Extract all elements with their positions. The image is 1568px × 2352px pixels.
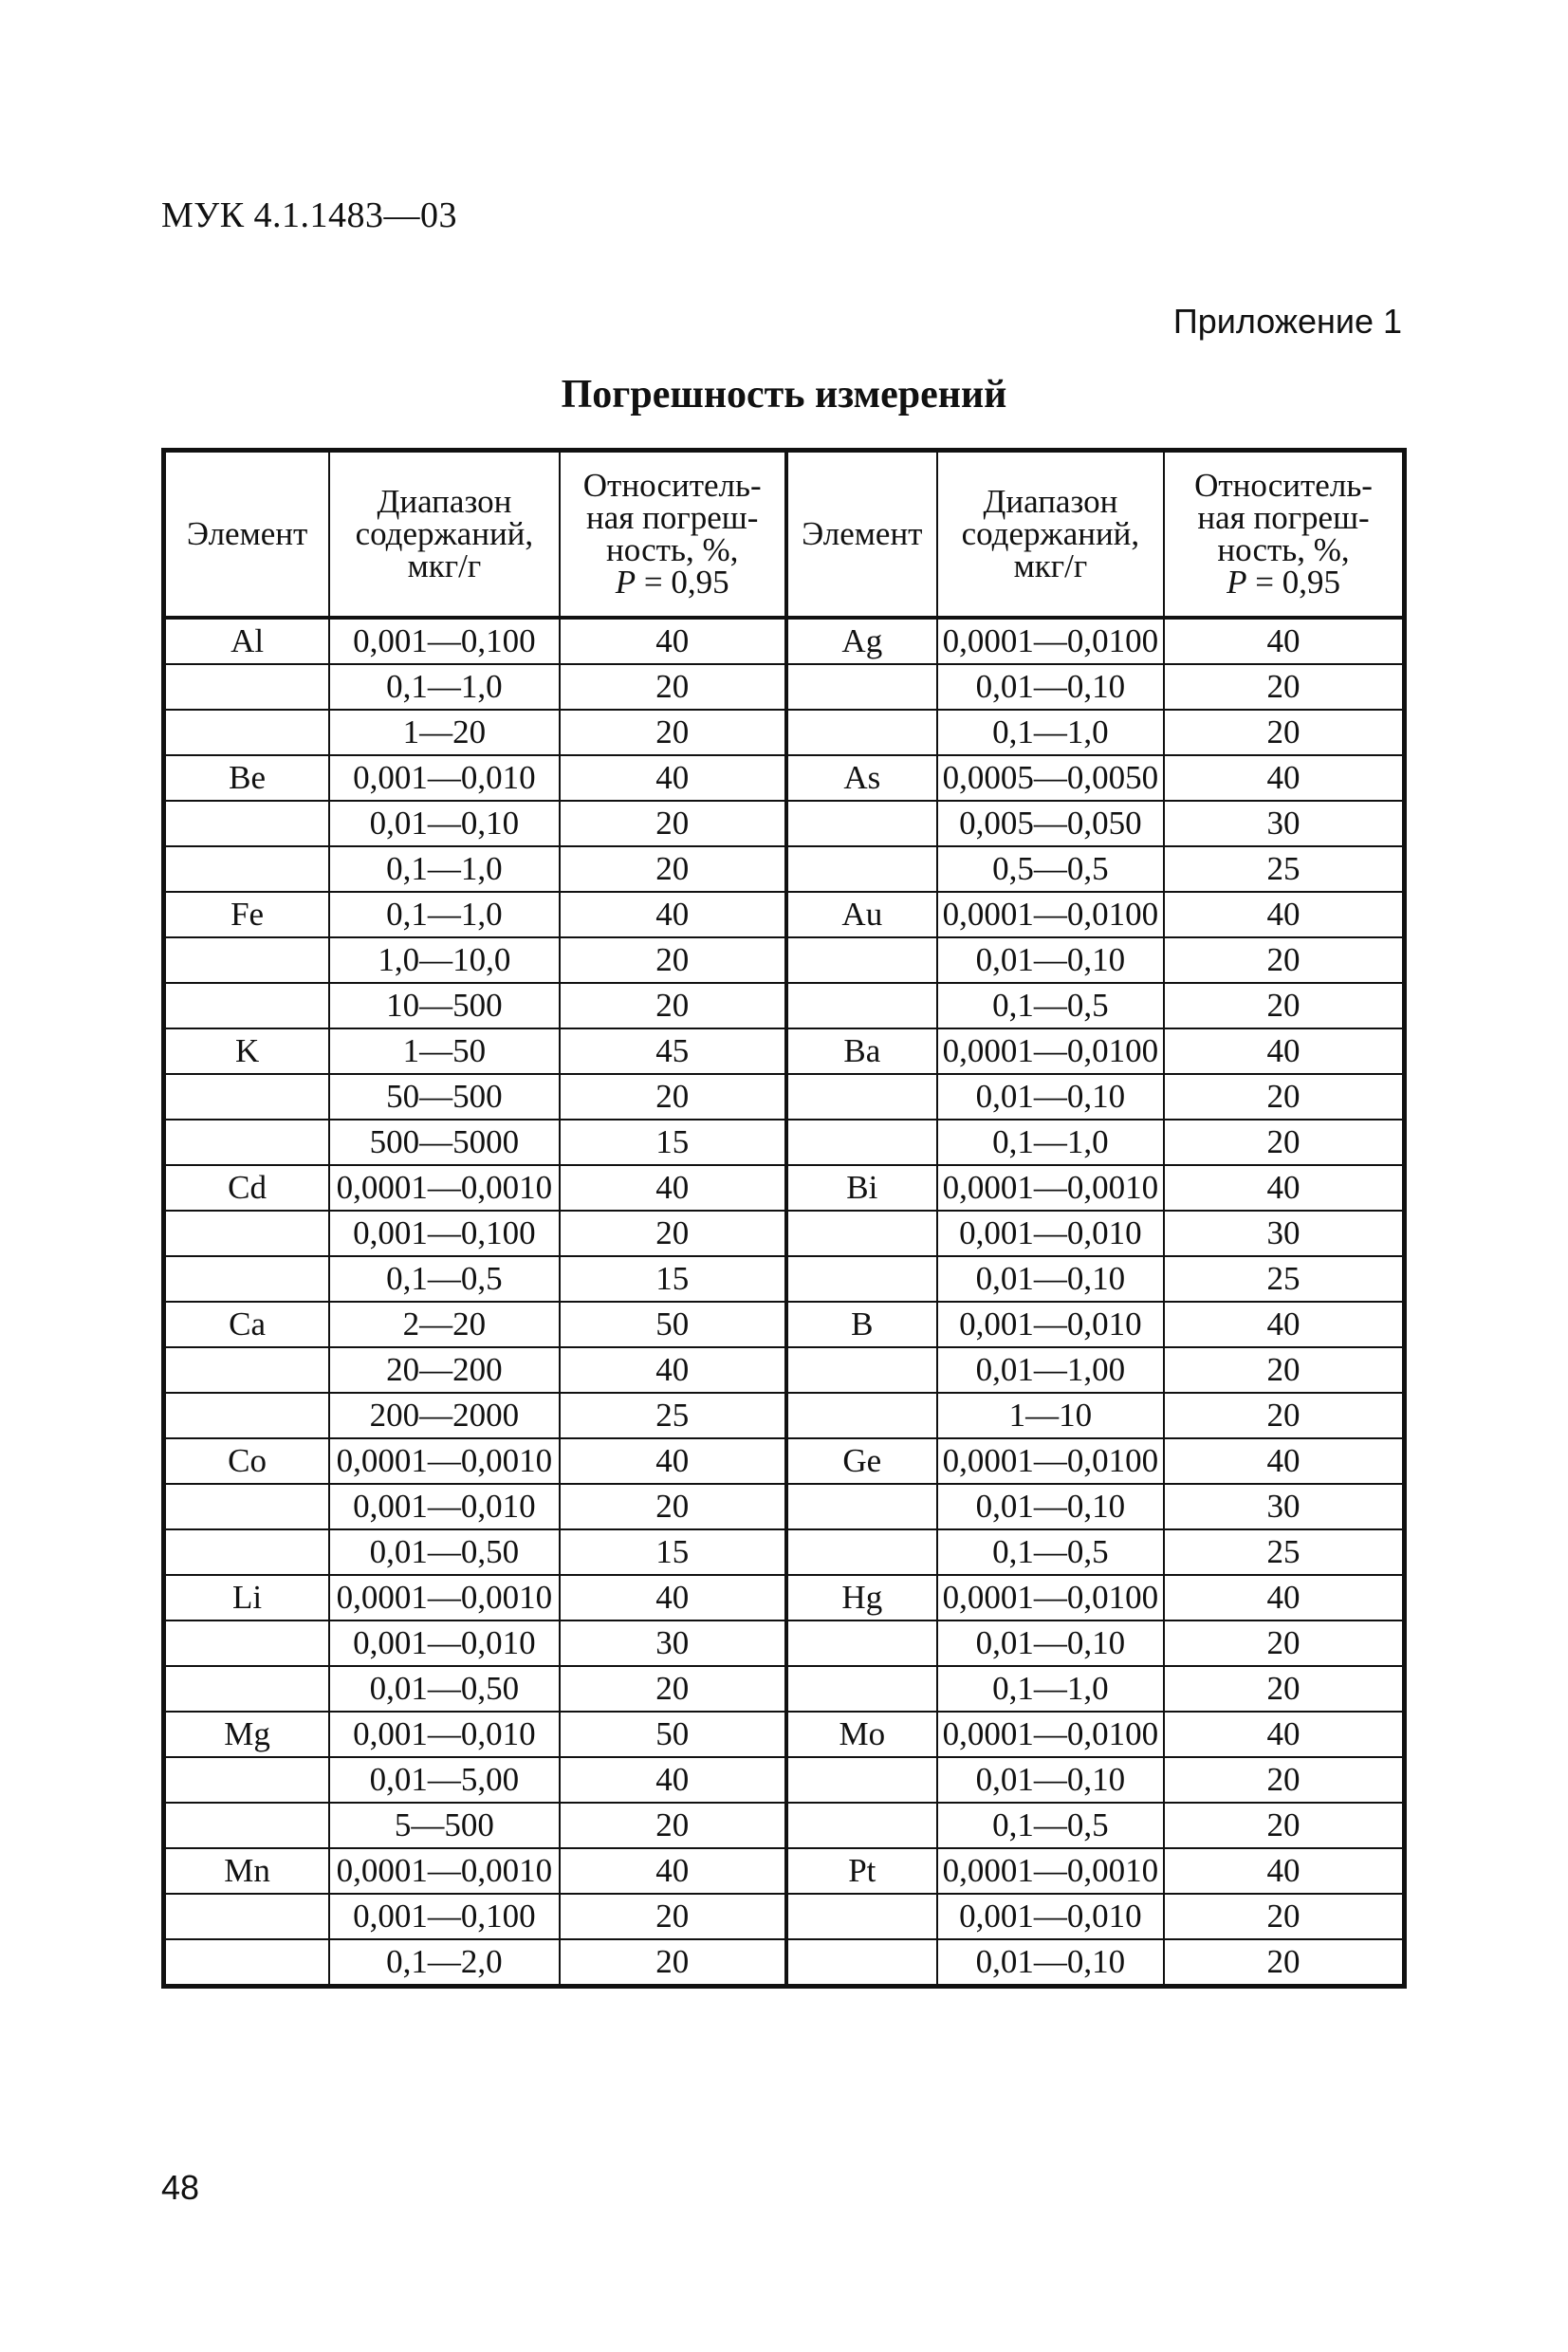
element-cell bbox=[164, 1529, 330, 1575]
element-cell bbox=[164, 1620, 330, 1666]
range-cell: 0,001—0,010 bbox=[329, 1484, 559, 1529]
range-cell: 1—50 bbox=[329, 1028, 559, 1074]
error-cell: 20 bbox=[560, 1211, 786, 1256]
table-row bbox=[164, 1712, 1405, 1757]
element-cell bbox=[786, 937, 937, 983]
element-cell bbox=[164, 937, 330, 983]
element-cell bbox=[164, 1757, 330, 1803]
page-number: 48 bbox=[161, 2168, 200, 2207]
error-cell: 20 bbox=[1164, 983, 1404, 1028]
range-cell: 0,01—0,10 bbox=[329, 801, 559, 846]
error-cell: 40 bbox=[1164, 618, 1404, 664]
error-cell: 40 bbox=[1164, 1575, 1404, 1620]
range-cell: 0,1—2,0 bbox=[329, 1939, 559, 1987]
element-cell bbox=[164, 1393, 330, 1438]
element-cell bbox=[786, 1347, 937, 1393]
range-cell: 0,01—0,10 bbox=[937, 664, 1164, 710]
range-cell: 0,0001—0,0100 bbox=[937, 618, 1164, 664]
error-cell: 20 bbox=[1164, 1803, 1404, 1848]
range-cell: 0,0001—0,0010 bbox=[329, 1438, 559, 1484]
element-cell bbox=[786, 1120, 937, 1165]
element-cell bbox=[164, 664, 330, 710]
page-title: Погрешность измерений bbox=[561, 373, 1007, 417]
error-cell: 20 bbox=[560, 664, 786, 710]
error-cell: 40 bbox=[560, 1575, 786, 1620]
error-cell: 20 bbox=[1164, 1894, 1404, 1939]
element-cell: As bbox=[786, 755, 937, 801]
element-cell bbox=[164, 846, 330, 892]
range-cell: 0,1—1,0 bbox=[937, 1120, 1164, 1165]
element-cell bbox=[786, 1666, 937, 1712]
error-cell: 40 bbox=[560, 1438, 786, 1484]
appendix-label: Приложение 1 bbox=[1172, 302, 1402, 341]
error-cell: 40 bbox=[1164, 892, 1404, 937]
element-cell bbox=[786, 846, 937, 892]
element-cell: Ag bbox=[786, 618, 937, 664]
range-cell: 0,001—0,100 bbox=[329, 1211, 559, 1256]
table-row bbox=[164, 1894, 1405, 1939]
element-cell bbox=[786, 1256, 937, 1302]
element-cell: Fe bbox=[164, 892, 330, 937]
range-cell: 0,01—0,10 bbox=[937, 1256, 1164, 1302]
error-cell: 40 bbox=[560, 618, 786, 664]
error-cell: 20 bbox=[1164, 1620, 1404, 1666]
range-cell: 1,0—10,0 bbox=[329, 937, 559, 983]
document-code: МУК 4.1.1483—03 bbox=[161, 195, 458, 235]
range-cell: 0,1—1,0 bbox=[937, 710, 1164, 755]
element-cell bbox=[164, 1074, 330, 1120]
table-row bbox=[164, 846, 1405, 892]
error-cell: 20 bbox=[1164, 1347, 1404, 1393]
error-cell: 20 bbox=[1164, 937, 1404, 983]
range-cell: 0,1—0,5 bbox=[329, 1256, 559, 1302]
range-cell: 20—200 bbox=[329, 1347, 559, 1393]
error-cell: 25 bbox=[560, 1393, 786, 1438]
table-row bbox=[164, 1848, 1405, 1894]
table-row bbox=[164, 755, 1405, 801]
error-cell: 20 bbox=[560, 1939, 786, 1987]
table-row bbox=[164, 1666, 1405, 1712]
table-row bbox=[164, 1575, 1405, 1620]
error-cell: 40 bbox=[560, 1165, 786, 1211]
error-cell: 20 bbox=[560, 983, 786, 1028]
element-cell: Ge bbox=[786, 1438, 937, 1484]
range-cell: 0,0001—0,0100 bbox=[937, 1438, 1164, 1484]
table-row bbox=[164, 1028, 1405, 1074]
table-row bbox=[164, 1120, 1405, 1165]
element-cell: Be bbox=[164, 755, 330, 801]
element-cell bbox=[164, 983, 330, 1028]
range-cell: 0,0001—0,0010 bbox=[937, 1848, 1164, 1894]
element-cell bbox=[786, 983, 937, 1028]
error-cell: 40 bbox=[1164, 1302, 1404, 1347]
range-cell: 0,0001—0,0100 bbox=[937, 1028, 1164, 1074]
error-cell: 20 bbox=[1164, 1120, 1404, 1165]
range-cell: 0,01—0,10 bbox=[937, 937, 1164, 983]
element-cell: Mg bbox=[164, 1712, 330, 1757]
error-cell: 20 bbox=[1164, 710, 1404, 755]
element-cell bbox=[786, 710, 937, 755]
table-row bbox=[164, 1165, 1405, 1211]
range-cell: 0,1—0,5 bbox=[937, 1803, 1164, 1848]
range-cell: 5—500 bbox=[329, 1803, 559, 1848]
element-cell bbox=[786, 664, 937, 710]
range-cell: 0,001—0,010 bbox=[937, 1211, 1164, 1256]
table-row bbox=[164, 1803, 1405, 1848]
error-cell: 20 bbox=[1164, 1393, 1404, 1438]
error-cell: 50 bbox=[560, 1712, 786, 1757]
range-cell: 0,01—1,00 bbox=[937, 1347, 1164, 1393]
element-cell: Co bbox=[164, 1438, 330, 1484]
element-cell: Ba bbox=[786, 1028, 937, 1074]
error-cell: 30 bbox=[560, 1620, 786, 1666]
element-cell bbox=[786, 1074, 937, 1120]
element-cell bbox=[164, 1666, 330, 1712]
table-body bbox=[164, 618, 1405, 1987]
error-cell: 40 bbox=[1164, 1712, 1404, 1757]
table-row bbox=[164, 1484, 1405, 1529]
element-cell: Cd bbox=[164, 1165, 330, 1211]
range-cell: 0,001—0,010 bbox=[329, 755, 559, 801]
range-cell: 0,0001—0,0100 bbox=[937, 1712, 1164, 1757]
element-cell: Pt bbox=[786, 1848, 937, 1894]
range-cell: 0,01—5,00 bbox=[329, 1757, 559, 1803]
element-cell: Mn bbox=[164, 1848, 330, 1894]
table-row bbox=[164, 1074, 1405, 1120]
error-cell: 20 bbox=[1164, 1939, 1404, 1987]
table-row bbox=[164, 1438, 1405, 1484]
error-cell: 15 bbox=[560, 1120, 786, 1165]
error-cell: 20 bbox=[560, 937, 786, 983]
table-row bbox=[164, 1620, 1405, 1666]
error-cell: 20 bbox=[560, 1803, 786, 1848]
header-element: Элемент bbox=[786, 451, 937, 619]
range-cell: 0,001—0,100 bbox=[329, 618, 559, 664]
error-cell: 40 bbox=[1164, 755, 1404, 801]
table-row bbox=[164, 1302, 1405, 1347]
error-cell: 20 bbox=[1164, 664, 1404, 710]
error-cell: 40 bbox=[560, 755, 786, 801]
error-cell: 50 bbox=[560, 1302, 786, 1347]
table-row bbox=[164, 618, 1405, 664]
error-cell: 30 bbox=[1164, 801, 1404, 846]
range-cell: 0,5—0,5 bbox=[937, 846, 1164, 892]
error-cell: 20 bbox=[1164, 1666, 1404, 1712]
element-cell: Bi bbox=[786, 1165, 937, 1211]
range-cell: 0,001—0,010 bbox=[329, 1620, 559, 1666]
table-row bbox=[164, 1529, 1405, 1575]
range-cell: 0,0001—0,0010 bbox=[329, 1575, 559, 1620]
error-cell: 40 bbox=[560, 1848, 786, 1894]
range-cell: 0,0001—0,0100 bbox=[937, 1575, 1164, 1620]
table-row bbox=[164, 1256, 1405, 1302]
element-cell bbox=[164, 1484, 330, 1529]
element-cell bbox=[786, 1939, 937, 1987]
range-cell: 1—20 bbox=[329, 710, 559, 755]
error-cell: 40 bbox=[560, 892, 786, 937]
error-cell: 40 bbox=[560, 1757, 786, 1803]
range-cell: 200—2000 bbox=[329, 1393, 559, 1438]
range-cell: 1—10 bbox=[937, 1393, 1164, 1438]
element-cell bbox=[164, 801, 330, 846]
element-cell bbox=[786, 1894, 937, 1939]
table-row bbox=[164, 1393, 1405, 1438]
range-cell: 0,0001—0,0010 bbox=[329, 1165, 559, 1211]
range-cell: 50—500 bbox=[329, 1074, 559, 1120]
table-row bbox=[164, 983, 1405, 1028]
range-cell: 0,001—0,010 bbox=[329, 1712, 559, 1757]
range-cell: 0,01—0,10 bbox=[937, 1757, 1164, 1803]
table-header-row bbox=[164, 451, 1405, 619]
range-cell: 0,01—0,10 bbox=[937, 1484, 1164, 1529]
element-cell bbox=[786, 1529, 937, 1575]
element-cell bbox=[786, 1757, 937, 1803]
header-error: Относитель- ная погреш- ность, %, P = 0,95 bbox=[1164, 451, 1404, 619]
error-cell: 40 bbox=[560, 1347, 786, 1393]
range-cell: 0,0001—0,0100 bbox=[937, 892, 1164, 937]
table-row bbox=[164, 801, 1405, 846]
error-cell: 25 bbox=[1164, 1256, 1404, 1302]
element-cell: Au bbox=[786, 892, 937, 937]
table-row bbox=[164, 892, 1405, 937]
error-cell: 25 bbox=[1164, 846, 1404, 892]
range-cell: 0,01—0,10 bbox=[937, 1620, 1164, 1666]
range-cell: 0,1—0,5 bbox=[937, 1529, 1164, 1575]
element-cell: B bbox=[786, 1302, 937, 1347]
table-row bbox=[164, 1347, 1405, 1393]
measurement-error-table bbox=[161, 448, 1407, 1989]
error-cell: 20 bbox=[1164, 1757, 1404, 1803]
header-element: Элемент bbox=[164, 451, 330, 619]
range-cell: 0,1—1,0 bbox=[329, 664, 559, 710]
error-cell: 20 bbox=[560, 846, 786, 892]
element-cell bbox=[786, 1803, 937, 1848]
element-cell bbox=[164, 1256, 330, 1302]
error-cell: 45 bbox=[560, 1028, 786, 1074]
range-cell: 0,001—0,100 bbox=[329, 1894, 559, 1939]
header-range: Диапазон содержаний, мкг/г bbox=[329, 451, 559, 619]
table-row bbox=[164, 710, 1405, 755]
range-cell: 0,1—1,0 bbox=[937, 1666, 1164, 1712]
error-cell: 20 bbox=[560, 1666, 786, 1712]
range-cell: 0,01—0,10 bbox=[937, 1939, 1164, 1987]
element-cell bbox=[164, 710, 330, 755]
error-cell: 40 bbox=[1164, 1165, 1404, 1211]
element-cell bbox=[164, 1939, 330, 1987]
error-cell: 20 bbox=[560, 801, 786, 846]
table-row bbox=[164, 664, 1405, 710]
table-row bbox=[164, 1211, 1405, 1256]
table-row bbox=[164, 1757, 1405, 1803]
range-cell: 0,01—0,10 bbox=[937, 1074, 1164, 1120]
range-cell: 0,1—0,5 bbox=[937, 983, 1164, 1028]
error-cell: 30 bbox=[1164, 1484, 1404, 1529]
error-cell: 15 bbox=[560, 1529, 786, 1575]
error-cell: 20 bbox=[560, 1484, 786, 1529]
range-cell: 0,001—0,010 bbox=[937, 1894, 1164, 1939]
element-cell: Al bbox=[164, 618, 330, 664]
element-cell bbox=[786, 801, 937, 846]
error-cell: 25 bbox=[1164, 1529, 1404, 1575]
element-cell bbox=[164, 1120, 330, 1165]
range-cell: 0,1—1,0 bbox=[329, 846, 559, 892]
element-cell bbox=[786, 1620, 937, 1666]
error-cell: 20 bbox=[560, 1894, 786, 1939]
error-cell: 40 bbox=[1164, 1848, 1404, 1894]
range-cell: 0,01—0,50 bbox=[329, 1529, 559, 1575]
range-cell: 0,001—0,010 bbox=[937, 1302, 1164, 1347]
range-cell: 0,0001—0,0010 bbox=[329, 1848, 559, 1894]
range-cell: 10—500 bbox=[329, 983, 559, 1028]
range-cell: 0,0005—0,0050 bbox=[937, 755, 1164, 801]
element-cell: Ca bbox=[164, 1302, 330, 1347]
element-cell bbox=[164, 1211, 330, 1256]
element-cell: Li bbox=[164, 1575, 330, 1620]
range-cell: 0,005—0,050 bbox=[937, 801, 1164, 846]
element-cell bbox=[164, 1894, 330, 1939]
error-cell: 15 bbox=[560, 1256, 786, 1302]
element-cell bbox=[786, 1393, 937, 1438]
error-cell: 30 bbox=[1164, 1211, 1404, 1256]
element-cell: Mo bbox=[786, 1712, 937, 1757]
range-cell: 0,01—0,50 bbox=[329, 1666, 559, 1712]
error-cell: 20 bbox=[1164, 1074, 1404, 1120]
table-row bbox=[164, 937, 1405, 983]
error-cell: 20 bbox=[560, 1074, 786, 1120]
range-cell: 2—20 bbox=[329, 1302, 559, 1347]
range-cell: 0,0001—0,0010 bbox=[937, 1165, 1164, 1211]
element-cell: Hg bbox=[786, 1575, 937, 1620]
error-cell: 40 bbox=[1164, 1028, 1404, 1074]
header-range: Диапазон содержаний, мкг/г bbox=[937, 451, 1164, 619]
error-cell: 40 bbox=[1164, 1438, 1404, 1484]
header-error: Относитель- ная погреш- ность, %, P = 0,95 bbox=[560, 451, 786, 619]
element-cell bbox=[164, 1347, 330, 1393]
element-cell bbox=[164, 1803, 330, 1848]
element-cell bbox=[786, 1211, 937, 1256]
error-cell: 20 bbox=[560, 710, 786, 755]
range-cell: 0,1—1,0 bbox=[329, 892, 559, 937]
range-cell: 500—5000 bbox=[329, 1120, 559, 1165]
table-row bbox=[164, 1939, 1405, 1987]
element-cell bbox=[786, 1484, 937, 1529]
element-cell: K bbox=[164, 1028, 330, 1074]
